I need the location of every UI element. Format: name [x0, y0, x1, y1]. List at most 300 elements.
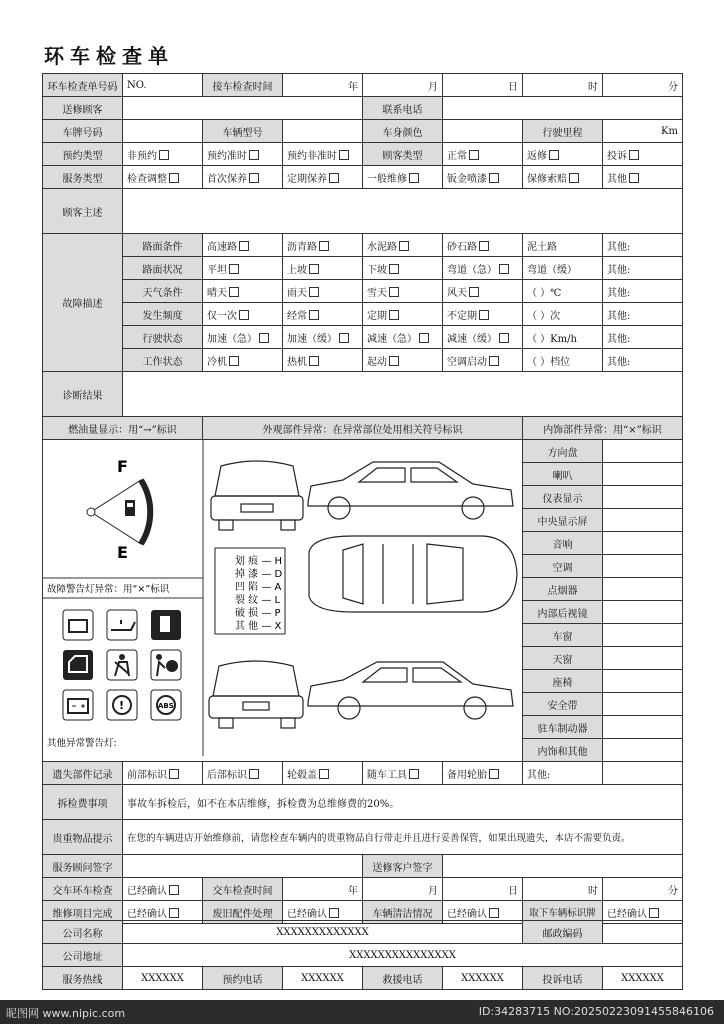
- company-table: [42, 920, 683, 990]
- option-normal[interactable]: [443, 143, 523, 166]
- interior-header: 内饰部件异常：用“×”标识: [523, 417, 683, 440]
- interior-mark-field[interactable]: [603, 509, 683, 532]
- complaint-phone-label: 投诉电话: [523, 967, 603, 990]
- checkbox[interactable]: [319, 241, 329, 251]
- month-field[interactable]: 月: [363, 878, 443, 901]
- car-left-side-view[interactable]: [308, 462, 513, 519]
- fault-option[interactable]: [283, 280, 363, 303]
- check-time-label: 接车检查时间: [203, 74, 283, 97]
- option-hubcap[interactable]: [283, 762, 363, 785]
- fault-option[interactable]: [523, 326, 603, 349]
- option-label: 其他:: [607, 356, 631, 368]
- fault-option[interactable]: [363, 326, 443, 349]
- warning-icons: [63, 610, 181, 720]
- booking-phone-value: XXXXXX: [283, 967, 363, 990]
- fault-option[interactable]: [363, 303, 443, 326]
- option-spare-tire[interactable]: [443, 762, 523, 785]
- fault-option[interactable]: [203, 326, 283, 349]
- option-label: 定期保养: [287, 173, 327, 185]
- interior-item: 安全带: [523, 693, 603, 716]
- option-label: 预约非准时: [287, 150, 337, 162]
- option-front-badge[interactable]: [123, 762, 203, 785]
- fault-option[interactable]: [443, 349, 523, 372]
- company-name-label: 公司名称: [43, 921, 123, 944]
- interior-item: 方向盘: [523, 440, 603, 463]
- phone-label: 联系电话: [363, 97, 443, 120]
- option-rear-badge[interactable]: [203, 762, 283, 785]
- checkbox[interactable]: [309, 356, 319, 366]
- airbag-icon[interactable]: [151, 650, 181, 680]
- checkbox[interactable]: [419, 333, 429, 343]
- option-warranty[interactable]: [523, 166, 603, 189]
- option-late[interactable]: [283, 143, 363, 166]
- customer-sign-field[interactable]: [443, 855, 683, 878]
- checkbox[interactable]: [229, 287, 239, 297]
- checkbox[interactable]: [319, 769, 329, 779]
- interior-item: 内饰和其他: [523, 739, 603, 762]
- door-open-icon[interactable]: [63, 650, 93, 680]
- option-label: 下坡: [367, 264, 387, 276]
- interior-item: 音响: [523, 532, 603, 555]
- interior-item: 车窗: [523, 624, 603, 647]
- interior-mark-field[interactable]: [603, 647, 683, 670]
- interior-item: 空调: [523, 555, 603, 578]
- interior-item: 仪表显示: [523, 486, 603, 509]
- order-no-label: 环车检查单号码: [43, 74, 123, 97]
- lost-other-field[interactable]: 其他:: [523, 762, 603, 785]
- fault-option[interactable]: [203, 257, 283, 280]
- fault-option[interactable]: [283, 349, 363, 372]
- fault-option[interactable]: [443, 303, 523, 326]
- checkbox[interactable]: [649, 908, 659, 918]
- customer-field[interactable]: [123, 97, 363, 120]
- old-parts-label: 废旧配件处理: [203, 901, 283, 924]
- checkbox[interactable]: [409, 769, 419, 779]
- fault-option[interactable]: [283, 257, 363, 280]
- option-label: 上坡: [287, 264, 307, 276]
- fault-option[interactable]: [603, 349, 683, 372]
- option-label: 返修: [527, 150, 547, 162]
- complaint-phone-value: XXXXXX: [603, 967, 683, 990]
- checkbox[interactable]: [629, 150, 639, 160]
- option-label: 减速（急）: [367, 333, 417, 345]
- checkbox[interactable]: [249, 769, 259, 779]
- checkbox[interactable]: [239, 241, 249, 251]
- option-rework[interactable]: [523, 143, 603, 166]
- checkbox[interactable]: [389, 287, 399, 297]
- checkbox[interactable]: [389, 264, 399, 274]
- option-label: 轮毂盖: [287, 769, 317, 781]
- company-address-label: 公司地址: [43, 944, 123, 967]
- minute-field[interactable]: 分: [603, 74, 683, 97]
- option-label: 经常: [287, 310, 307, 322]
- option-label: 空调启动: [447, 356, 487, 368]
- option-handover-confirmed[interactable]: [123, 878, 203, 901]
- fault-option[interactable]: [443, 234, 523, 257]
- fault-category-label: 行驶状态: [123, 326, 203, 349]
- interior-item: 喇叭: [523, 463, 603, 486]
- interior-item: 内部后视镜: [523, 601, 603, 624]
- option-label: 其他:: [607, 264, 631, 276]
- fault-category-label: 路面条件: [123, 234, 203, 257]
- option-label: 弯道（急）: [447, 264, 497, 276]
- interior-mark-field[interactable]: [603, 716, 683, 739]
- rescue-phone-label: 救援电话: [363, 967, 443, 990]
- phone-field[interactable]: [443, 97, 683, 120]
- brake-warning-icon[interactable]: [107, 690, 137, 720]
- color-label: 车身颜色: [363, 120, 443, 143]
- interior-mark-field[interactable]: [603, 578, 683, 601]
- checkbox[interactable]: [489, 356, 499, 366]
- option-first-service[interactable]: [203, 166, 283, 189]
- plate-label: 车牌号码: [43, 120, 123, 143]
- checkbox[interactable]: [569, 173, 579, 183]
- option-label: 泥土路: [527, 241, 557, 253]
- fault-option[interactable]: [203, 280, 283, 303]
- interior-mark-field[interactable]: [603, 555, 683, 578]
- color-field[interactable]: [443, 120, 523, 143]
- watermark-bar: [0, 1000, 724, 1024]
- checkbox[interactable]: [309, 310, 319, 320]
- checkbox[interactable]: [389, 356, 399, 366]
- interior-item: 天窗: [523, 647, 603, 670]
- checkbox[interactable]: [479, 241, 489, 251]
- option-label: 已经确认: [127, 908, 167, 920]
- fault-option[interactable]: [523, 303, 603, 326]
- interior-mark-field[interactable]: [603, 532, 683, 555]
- option-label: 已经确认: [287, 908, 327, 920]
- legend-item: 掉 漆 — D: [235, 569, 283, 580]
- lost-other-blank[interactable]: [603, 762, 683, 785]
- gauge-empty-label: E: [117, 543, 128, 562]
- car-right-side-view[interactable]: [308, 662, 513, 719]
- option-label: （ ）次: [527, 310, 561, 322]
- checkbox[interactable]: [499, 333, 509, 343]
- complaint-label: 顾客主述: [43, 189, 123, 234]
- lost-parts-label: 遗失部件记录: [43, 762, 123, 785]
- checkbox[interactable]: [329, 908, 339, 918]
- fault-category-label: 发生频度: [123, 303, 203, 326]
- mileage-field[interactable]: Km: [603, 120, 683, 143]
- checkbox[interactable]: [159, 150, 169, 160]
- legend-item: 破 损 — P: [235, 608, 281, 619]
- fault-option[interactable]: [523, 349, 603, 372]
- model-label: 车辆型号: [203, 120, 283, 143]
- advisor-sign-label: 服务顾问签字: [43, 855, 123, 878]
- car-rear-view[interactable]: [209, 661, 303, 728]
- checkbox[interactable]: [259, 333, 269, 343]
- option-tools[interactable]: [363, 762, 443, 785]
- fault-option[interactable]: [443, 257, 523, 280]
- car-top-view[interactable]: [309, 536, 517, 612]
- option-label: 正常: [447, 150, 467, 162]
- option-label: 弯道（缓）: [527, 264, 577, 276]
- option-inspect[interactable]: [123, 166, 203, 189]
- option-complaint[interactable]: [603, 143, 683, 166]
- engine-warning-icon[interactable]: [63, 610, 93, 640]
- fault-option[interactable]: [363, 280, 443, 303]
- model-field[interactable]: [283, 120, 363, 143]
- checkbox[interactable]: [169, 908, 179, 918]
- option-label: 其他:: [607, 287, 631, 299]
- oil-pressure-icon[interactable]: [107, 610, 137, 640]
- zip-field[interactable]: [603, 921, 683, 944]
- option-label: 已经确认: [447, 908, 487, 920]
- checkbox[interactable]: [229, 356, 239, 366]
- checkbox[interactable]: [169, 769, 179, 779]
- option-label: 检查调整: [127, 173, 167, 185]
- option-label: 水泥路: [367, 241, 397, 253]
- checkbox[interactable]: [489, 173, 499, 183]
- customer-type-label: 顾客类型: [363, 143, 443, 166]
- exterior-header: 外观部件异常：在异常部位处用相关符号标识: [203, 417, 523, 440]
- option-label: 其他:: [607, 310, 631, 322]
- checkbox[interactable]: [629, 173, 639, 183]
- abs-icon[interactable]: [151, 690, 181, 720]
- fault-category-label: 路面状况: [123, 257, 203, 280]
- fault-option[interactable]: [523, 280, 603, 303]
- option-label: 热机: [287, 356, 307, 368]
- interior-item: 中央显示屏: [523, 509, 603, 532]
- interior-mark-field[interactable]: [603, 624, 683, 647]
- zip-label: 邮政编码: [523, 921, 603, 944]
- remove-tag-label: 取下车辆标识牌: [523, 901, 603, 924]
- option-label: 雨天: [287, 287, 307, 299]
- checkbox[interactable]: [239, 310, 249, 320]
- watermark-site: 昵图网 www.nipic.com: [6, 1007, 126, 1020]
- option-label: 起动: [367, 356, 387, 368]
- fault-option[interactable]: [203, 234, 283, 257]
- option-label: 加速（急）: [207, 333, 257, 345]
- hotline-value: XXXXXX: [123, 967, 203, 990]
- watermark-id: ID:34283715 NO:20250223091455846106: [478, 1005, 714, 1018]
- checkbox[interactable]: [469, 287, 479, 297]
- legend-item: 其 他 — X: [235, 621, 282, 632]
- option-on-time[interactable]: [203, 143, 283, 166]
- option-label: 前部标识: [127, 769, 167, 781]
- fault-option[interactable]: [603, 303, 683, 326]
- checkbox[interactable]: [489, 769, 499, 779]
- booking-phone-label: 预约电话: [203, 967, 283, 990]
- warning-header: 故障警告灯异常：用“×”标识: [47, 584, 170, 595]
- option-label: 减速（缓）: [447, 333, 497, 345]
- company-name-value: XXXXXXXXXXXXX: [123, 921, 523, 944]
- interior-mark-field[interactable]: [603, 739, 683, 762]
- fault-option[interactable]: [203, 349, 283, 372]
- day-field[interactable]: 日: [443, 74, 523, 97]
- fuel-low-icon[interactable]: [151, 610, 181, 640]
- other-warning-label: 其他异常警告灯:: [47, 738, 117, 749]
- seatbelt-icon[interactable]: [107, 650, 137, 680]
- hour-field[interactable]: 时: [523, 878, 603, 901]
- diagram-svg: [43, 440, 523, 756]
- plate-field[interactable]: [123, 120, 203, 143]
- minute-field[interactable]: 分: [603, 878, 683, 901]
- fault-option[interactable]: [203, 303, 283, 326]
- teardown-fee-text: 事故车拆检后，如不在本店维修，拆检费为总维修费的20%。: [123, 785, 683, 820]
- handover-check-label: 交车环车检查: [43, 878, 123, 901]
- option-label: 砂石路: [447, 241, 477, 253]
- checkbox[interactable]: [169, 173, 179, 183]
- checkbox[interactable]: [389, 310, 399, 320]
- customer-label: 送修顾客: [43, 97, 123, 120]
- fault-option[interactable]: [443, 326, 523, 349]
- damage-legend: [215, 548, 285, 634]
- complaint-field[interactable]: [123, 189, 683, 234]
- option-label: 钣金喷漆: [447, 173, 487, 185]
- option-label: 晴天: [207, 287, 227, 299]
- fault-option[interactable]: [363, 234, 443, 257]
- option-label: 雪天: [367, 287, 387, 299]
- option-label: 保修索赔: [527, 173, 567, 185]
- company-address-value: XXXXXXXXXXXXXXX: [123, 944, 683, 967]
- option-label: （ ）Km/h: [527, 333, 577, 345]
- interior-item: 座椅: [523, 670, 603, 693]
- fuel-pump-icon: [125, 500, 135, 516]
- diagram-area: [43, 440, 523, 762]
- interior-item: 点烟器: [523, 578, 603, 601]
- fault-option[interactable]: [603, 280, 683, 303]
- option-label: 加速（缓）: [287, 333, 337, 345]
- option-label: 其他: [607, 173, 627, 185]
- option-label: 已经确认: [607, 908, 647, 920]
- interior-item: 驻车制动器: [523, 716, 603, 739]
- valuables-text: 在您的车辆进店开始维修前，请您检查车辆内的贵重物品自行带走并且进行妥善保管，如果出现遗失，本店不需要负责。: [123, 820, 683, 855]
- option-label: 投诉: [607, 150, 627, 162]
- option-label: 已经确认: [127, 885, 167, 897]
- fault-option[interactable]: [443, 280, 523, 303]
- checkbox[interactable]: [339, 150, 349, 160]
- checkbox[interactable]: [409, 173, 419, 183]
- checkbox[interactable]: [169, 885, 179, 895]
- interior-mark-field[interactable]: [603, 463, 683, 486]
- cleaning-label: 车辆清洁情况: [363, 901, 443, 924]
- order-no-field[interactable]: NO.: [123, 74, 203, 97]
- fault-category-label: 工作状态: [123, 349, 203, 372]
- diagnosis-field[interactable]: [123, 372, 683, 417]
- option-other[interactable]: [603, 166, 683, 189]
- car-front-view[interactable]: [211, 461, 303, 530]
- option-no-booking[interactable]: [123, 143, 203, 166]
- checkbox[interactable]: [489, 908, 499, 918]
- option-regular-service[interactable]: [283, 166, 363, 189]
- checkbox[interactable]: [309, 287, 319, 297]
- legend-item: 凹 陷 — A: [235, 582, 282, 593]
- diagnosis-label: 诊断结果: [43, 372, 123, 417]
- option-label: 非预约: [127, 150, 157, 162]
- checkbox[interactable]: [499, 264, 509, 274]
- option-label: 一般维修: [367, 173, 407, 185]
- fault-option[interactable]: [603, 257, 683, 280]
- repair-done-label: 维修项目完成: [43, 901, 123, 924]
- checkbox[interactable]: [229, 264, 239, 274]
- booking-type-label: 预约类型: [43, 143, 123, 166]
- option-label: 沥青路: [287, 241, 317, 253]
- handover-time-label: 交车检查时间: [203, 878, 283, 901]
- option-label: 其他:: [607, 241, 631, 253]
- checkbox[interactable]: [249, 150, 259, 160]
- advisor-sign-field[interactable]: [123, 855, 363, 878]
- fault-option[interactable]: [603, 326, 683, 349]
- option-label: 首次保养: [207, 173, 247, 185]
- inspection-table: [42, 73, 683, 924]
- checkbox[interactable]: [249, 173, 259, 183]
- option-label: 冷机: [207, 356, 227, 368]
- option-label: 定期: [367, 310, 387, 322]
- interior-mark-field[interactable]: [603, 670, 683, 693]
- day-field[interactable]: 日: [443, 878, 523, 901]
- fault-option[interactable]: [283, 303, 363, 326]
- fault-label: 故障描述: [43, 234, 123, 372]
- option-label: 备用轮胎: [447, 769, 487, 781]
- interior-mark-field[interactable]: [603, 693, 683, 716]
- year-field[interactable]: 年: [283, 74, 363, 97]
- svg-text:!: !: [119, 699, 125, 712]
- month-field[interactable]: 月: [363, 74, 443, 97]
- checkbox[interactable]: [479, 310, 489, 320]
- option-label: 高速路: [207, 241, 237, 253]
- checkbox[interactable]: [309, 264, 319, 274]
- checkbox[interactable]: [339, 333, 349, 343]
- fault-option[interactable]: [363, 349, 443, 372]
- option-bodywork[interactable]: [443, 166, 523, 189]
- checkbox[interactable]: [399, 241, 409, 251]
- option-label: （ ）档位: [527, 356, 571, 368]
- rescue-phone-value: XXXXXX: [443, 967, 523, 990]
- service-type-label: 服务类型: [43, 166, 123, 189]
- fault-option[interactable]: [523, 257, 603, 280]
- fuel-header: 燃油量显示：用“→”标识: [43, 417, 203, 440]
- gauge-full-label: F: [117, 457, 128, 476]
- option-label: 风天: [447, 287, 467, 299]
- abs-text: ABS: [158, 702, 174, 710]
- option-label: 随车工具: [367, 769, 407, 781]
- option-label: 其他:: [607, 333, 631, 345]
- option-label: 平坦: [207, 264, 227, 276]
- interior-mark-field[interactable]: [603, 486, 683, 509]
- option-label: 不定期: [447, 310, 477, 322]
- hour-field[interactable]: 时: [523, 74, 603, 97]
- option-label: （ ）℃: [527, 287, 562, 299]
- fault-option[interactable]: [283, 234, 363, 257]
- fault-option[interactable]: [283, 326, 363, 349]
- option-label: 后部标识: [207, 769, 247, 781]
- interior-mark-field[interactable]: [603, 601, 683, 624]
- checkbox[interactable]: [549, 150, 559, 160]
- fuel-gauge[interactable]: [87, 457, 150, 562]
- fault-option[interactable]: [603, 234, 683, 257]
- checkbox[interactable]: [469, 150, 479, 160]
- fault-option[interactable]: [523, 234, 603, 257]
- valuables-label: 贵重物品提示: [43, 820, 123, 855]
- option-label: 仅一次: [207, 310, 237, 322]
- legend-item: 划 痕 — H: [235, 556, 283, 567]
- hotline-label: 服务热线: [43, 967, 123, 990]
- battery-icon[interactable]: [63, 690, 93, 720]
- customer-sign-label: 送修客户签字: [363, 855, 443, 878]
- option-general-repair[interactable]: [363, 166, 443, 189]
- fault-option[interactable]: [363, 257, 443, 280]
- checkbox[interactable]: [329, 173, 339, 183]
- page-title: 环车检查单: [44, 44, 174, 68]
- interior-mark-field[interactable]: [603, 440, 683, 463]
- option-label: 预约准时: [207, 150, 247, 162]
- fault-category-label: 天气条件: [123, 280, 203, 303]
- year-field[interactable]: 年: [283, 878, 363, 901]
- legend-item: 裂 纹 — L: [235, 595, 281, 606]
- teardown-fee-label: 拆检费事项: [43, 785, 123, 820]
- mileage-label: 行驶里程: [523, 120, 603, 143]
